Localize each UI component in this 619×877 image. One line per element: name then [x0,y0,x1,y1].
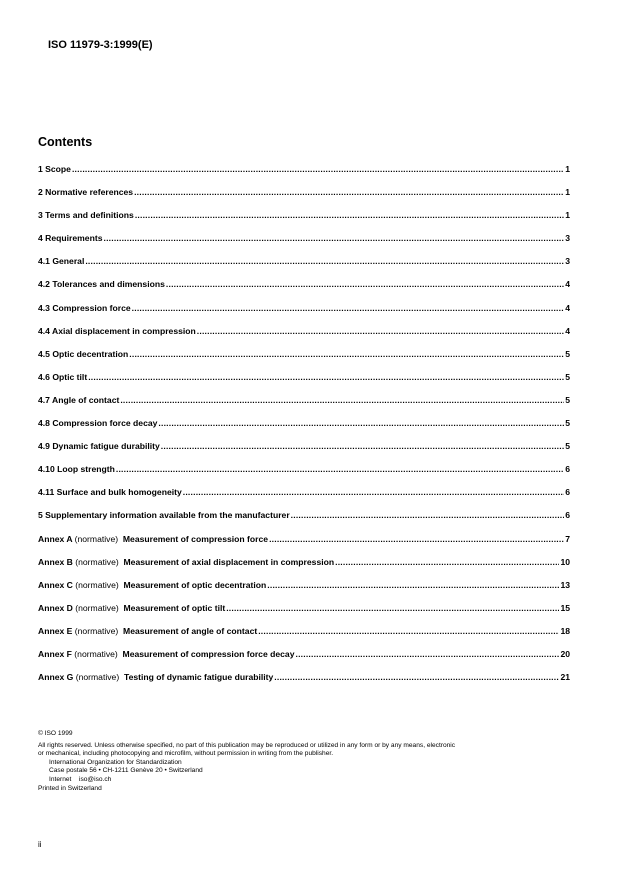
internet-contact [38,776,583,785]
toc-entry-annex-b[interactable] [38,557,570,580]
table-of-contents [38,164,570,695]
annex-letter: Annex E [38,625,73,636]
toc-entry-annex-a[interactable] [38,534,570,557]
toc-entry-label: 4.6 Optic tilt [38,371,88,382]
annex-letter: Annex A [38,533,73,544]
annex-title: Measurement of optic decentration [123,579,267,590]
toc-entry-page: 13 [560,579,570,590]
annex-status: (normative) [74,625,119,636]
dot-leader [267,580,559,590]
toc-entry-page: 1 [565,164,570,174]
annex-letter: Annex G [38,672,74,683]
dot-leader [335,557,559,567]
toc-entry-label: 4.1 General [38,256,85,267]
printed-in: Printed in Switzerland [38,784,102,792]
dot-leader [295,649,559,659]
toc-entry-3-terms-and-definitions[interactable] [38,210,570,233]
toc-entry-4-8-compression-force-decay[interactable] [38,418,570,441]
annex-status: (normative) [74,533,119,544]
rights-reserved-line-2: or mechanical, including photocopying and microfilm, without permission in writing from the publisher. [38,750,334,758]
annex-title: Measurement of compression force decay [122,648,295,659]
toc-annex-label [38,672,273,682]
toc-entry-label: 4.11 Surface and bulk homogeneity [38,487,182,498]
toc-entry-1-scope[interactable] [38,164,570,187]
toc-entry-page: 3 [565,233,570,244]
toc-entry-4-1-general[interactable] [38,256,570,279]
toc-annex-label [38,626,257,636]
toc-entry-2-normative-references[interactable] [38,187,570,210]
toc-entry-page: 10 [560,556,570,567]
toc-entry-4-7-angle-of-contact[interactable] [38,395,570,418]
toc-entry-annex-e[interactable] [38,626,570,649]
toc-entry-5-supplementary-information[interactable] [38,510,570,533]
internet-label: Internet [49,775,72,783]
annex-letter: Annex C [38,579,73,590]
dot-leader [158,418,564,428]
toc-entry-label: 4.5 Optic decentration [38,348,129,359]
toc-entry-4-5-optic-decentration[interactable] [38,349,570,372]
dot-leader [274,672,559,682]
toc-entry-4-11-surface-homogeneity[interactable] [38,487,570,510]
annex-title: Measurement of angle of contact [123,625,258,636]
dot-leader [183,487,564,497]
toc-entry-annex-g[interactable] [38,672,570,695]
annex-letter: Annex F [38,648,72,659]
annex-title: Measurement of optic tilt [123,602,226,613]
annex-letter: Annex D [38,602,73,613]
rights-reserved-line-1: All rights reserved. Unless otherwise specified, no part of this publication may be reproduced or utilized in any form or by any means, electronic [38,741,456,749]
annex-status: (normative) [75,556,119,567]
dot-leader [135,210,564,220]
dot-leader [129,349,564,359]
toc-entry-page: 4 [565,279,570,290]
toc-entry-page: 15 [560,602,570,613]
annex-title: Measurement of compression force [122,533,269,544]
toc-entry-page: 5 [565,371,570,382]
toc-entry-label: 3 Terms and definitions [38,210,134,221]
annex-status: (normative) [75,579,119,590]
toc-entry-label: 4.3 Compression force [38,302,131,313]
toc-entry-page: 4 [565,302,570,313]
contents-title: Contents [38,135,93,149]
annex-status: (normative) [74,648,118,659]
toc-entry-4-10-loop-strength[interactable] [38,464,570,487]
toc-entry-label: 4.9 Dynamic fatigue durability [38,441,160,452]
annex-letter: Annex B [38,556,73,567]
toc-entry-4-6-optic-tilt[interactable] [38,372,570,395]
toc-entry-page: 1 [565,210,570,221]
dot-leader [103,233,564,243]
copyright-notice: © ISO 1999 [38,730,73,737]
document-id-header: ISO 11979-3:1999(E) [48,39,153,51]
dot-leader [291,510,565,520]
toc-entry-page: 5 [565,394,570,405]
toc-entry-page: 21 [560,672,570,683]
toc-entry-page: 7 [565,533,570,544]
toc-annex-label [38,603,225,613]
toc-annex-label [38,649,294,659]
toc-entry-4-requirements[interactable] [38,233,570,256]
toc-entry-4-4-axial-displacement[interactable] [38,326,570,349]
annex-status: (normative) [75,672,120,683]
toc-entry-label: 1 Scope [38,164,71,174]
dot-leader [134,187,564,197]
toc-entry-label: 4.7 Angle of contact [38,394,120,405]
annex-status: (normative) [75,602,119,613]
dot-leader [72,164,564,174]
dot-leader [120,395,564,405]
toc-annex-label [38,557,334,567]
copyright-block [38,730,583,793]
toc-entry-4-3-compression-force[interactable] [38,303,570,326]
toc-entry-page: 4 [565,325,570,336]
toc-entry-page: 3 [565,256,570,267]
toc-entry-page: 5 [565,441,570,452]
dot-leader [132,303,565,313]
toc-entry-page: 5 [565,348,570,359]
toc-entry-label: 5 Supplementary information available from the manufacturer [38,510,290,521]
dot-leader [85,256,564,266]
annex-title: Measurement of axial displacement in compression [123,556,335,567]
organization-name: International Organization for Standardization [49,758,182,766]
dot-leader [258,626,559,636]
toc-entry-4-2-tolerances[interactable] [38,279,570,302]
organization-address: Case postale 56 • CH-1211 Genève 20 • Switzerland [49,767,203,775]
toc-entry-page: 20 [560,648,570,659]
toc-entry-page: 6 [565,510,570,521]
toc-entry-page: 6 [565,487,570,498]
toc-entry-page: 6 [565,464,570,475]
toc-entry-annex-f[interactable] [38,649,570,672]
toc-entry-page: 5 [565,418,570,429]
toc-annex-label [38,580,266,590]
toc-entry-label: 4 Requirements [38,233,103,244]
toc-entry-page: 18 [560,625,570,636]
internet-email-link[interactable]: iso@iso.ch [79,775,112,783]
toc-entry-label: 2 Normative references [38,187,134,198]
toc-annex-label [38,534,268,544]
toc-entry-label: 4.8 Compression force decay [38,418,158,429]
toc-entry-annex-d[interactable] [38,603,570,626]
page-number: ii [38,840,42,849]
dot-leader [166,279,564,289]
toc-entry-4-9-dynamic-fatigue[interactable] [38,441,570,464]
dot-leader [161,441,564,451]
annex-title: Testing of dynamic fatigue durability [123,672,274,683]
toc-entry-label: 4.2 Tolerances and dimensions [38,279,165,290]
dot-leader [197,326,564,336]
toc-entry-label: 4.10 Loop strength [38,464,115,475]
dot-leader [226,603,559,613]
dot-leader [116,464,564,474]
toc-entry-label: 4.4 Axial displacement in compression [38,325,196,336]
dot-leader [269,534,564,544]
toc-entry-annex-c[interactable] [38,580,570,603]
toc-entry-page: 1 [565,187,570,198]
dot-leader [88,372,564,382]
